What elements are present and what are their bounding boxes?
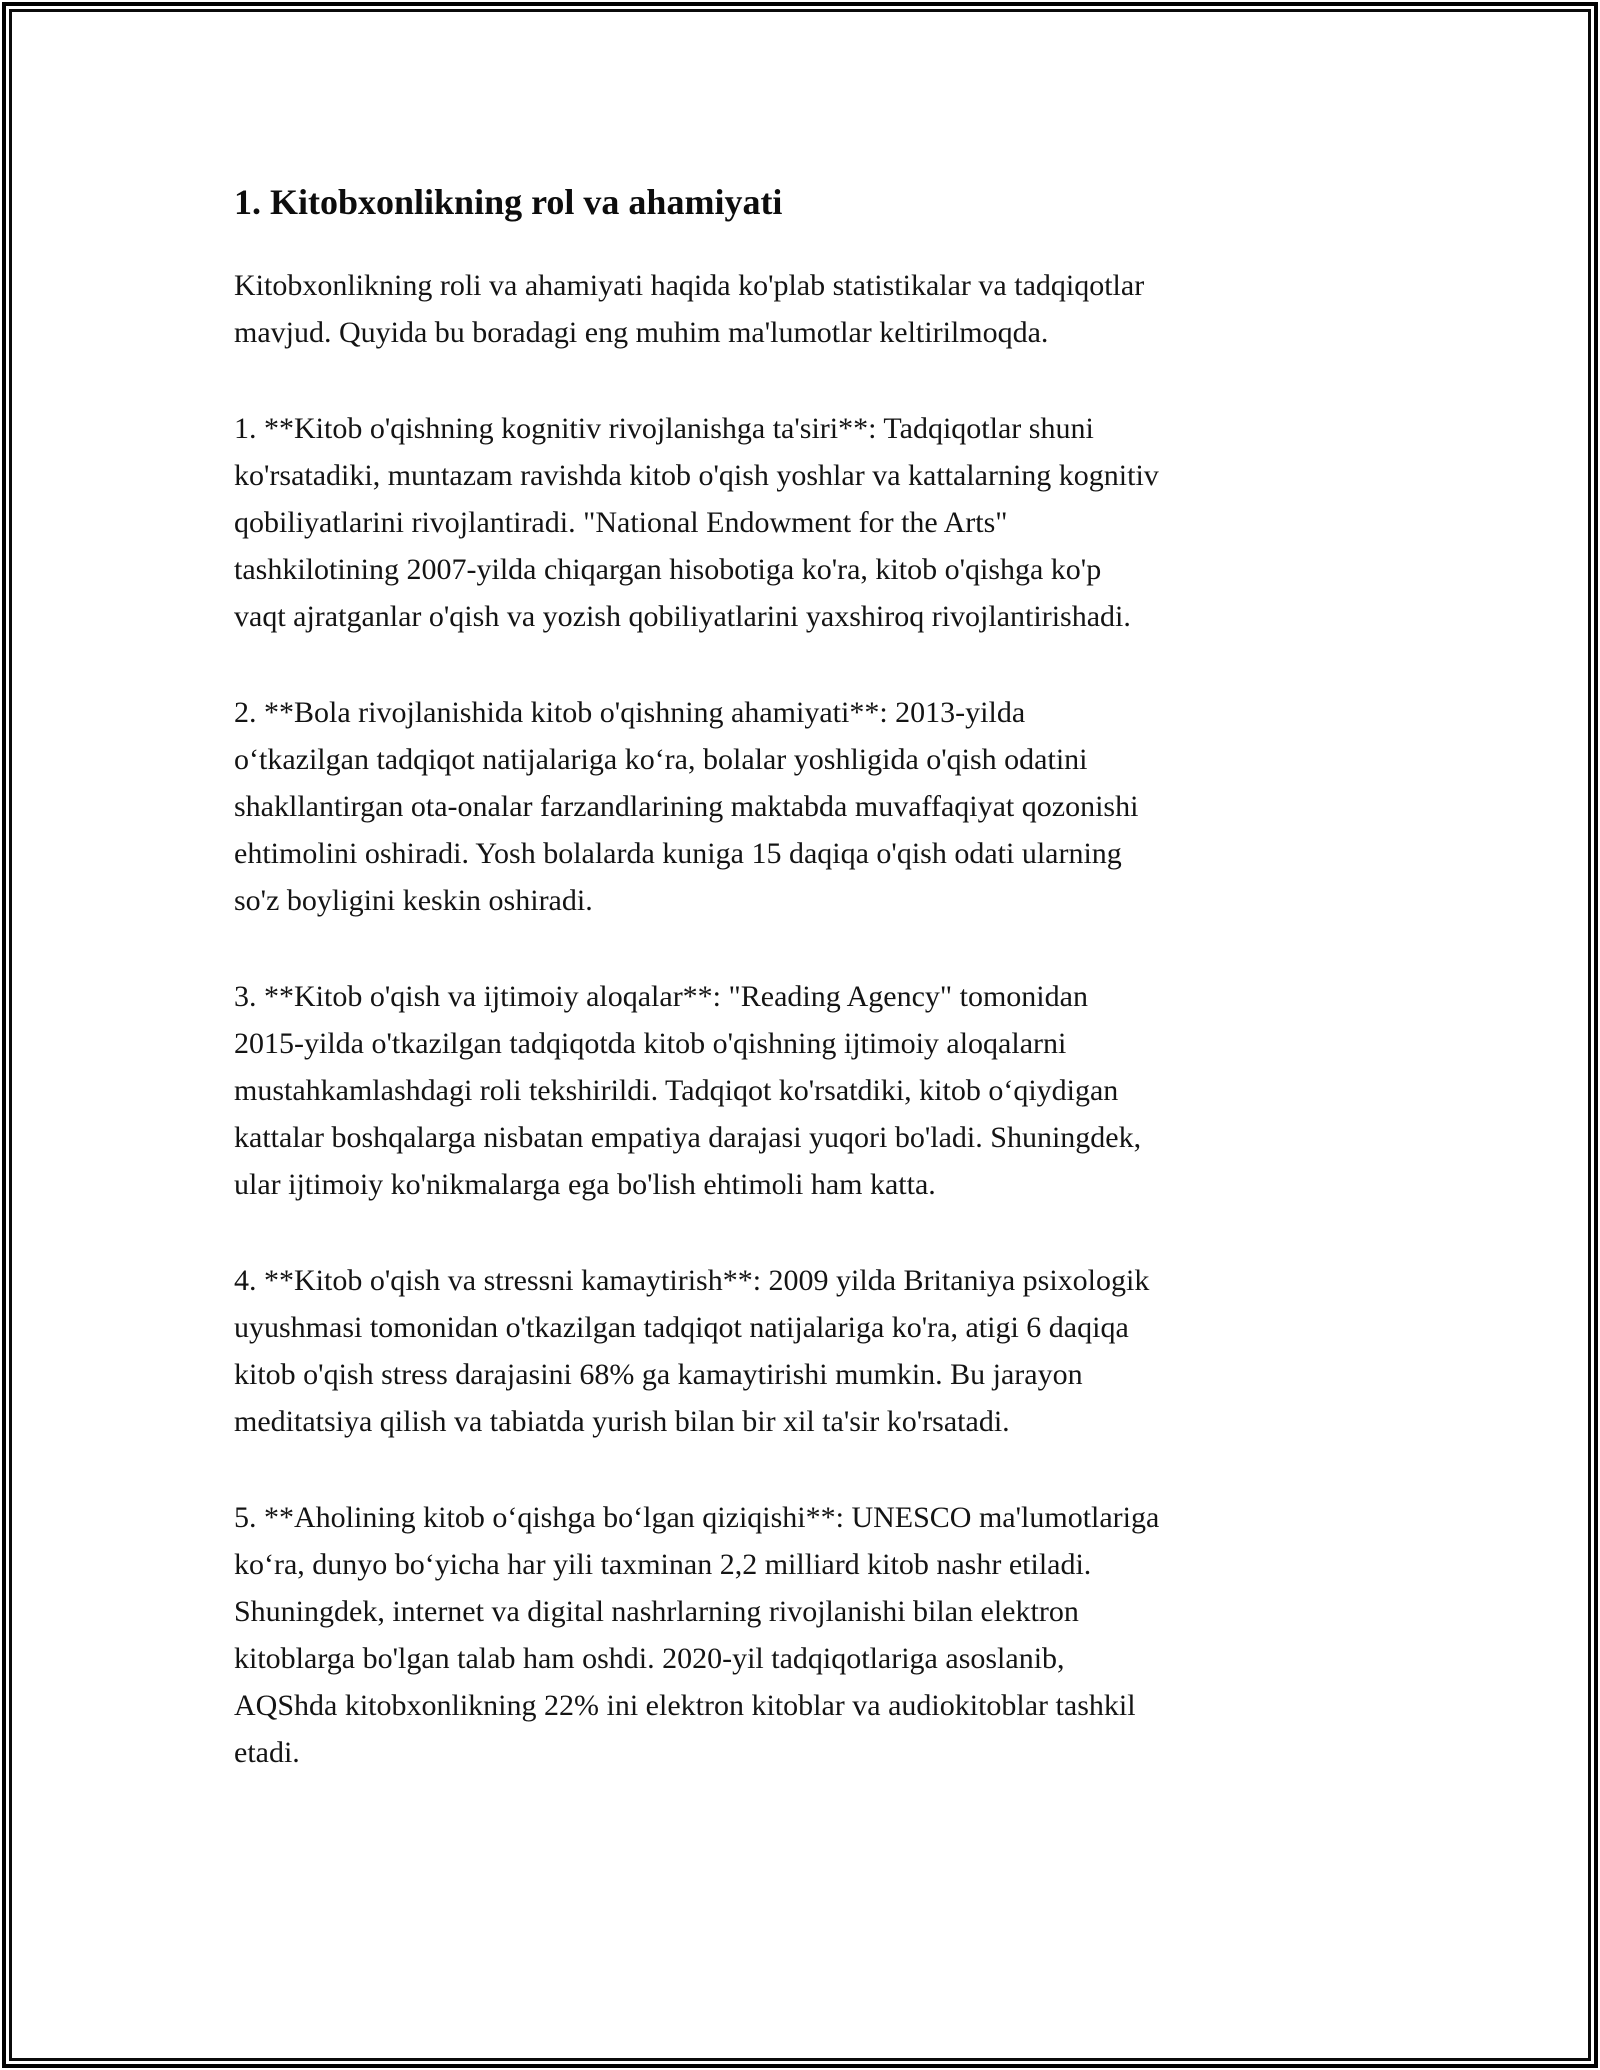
page-border-inner (9, 9, 1591, 2061)
page-border-outer (2, 2, 1598, 2068)
list-item-3: 3. **Kitob o'qish va ijtimoiy aloqalar**: "Reading Agency" tomonidan 2015-yilda o'tkazilgan tadqiqotda kitob o'qishning ijtimoiy aloqalarni mustahkamlashdagi roli tekshirildi. Tadqiqot ko'rsatdiki, kitob oʻqiydigan kattalar boshqalarga nisbatan empatiya darajasi yuqori bo'ladi. Shuningdek, ular ijtimoiy ko'nikmalarga ega bo'lish ehtimoli ham katta. (234, 980, 1142, 1201)
intro-paragraph: Kitobxonlikning roli va ahamiyati haqida ko'plab statistikalar va tadqiqotlar mavjud. Quyida bu boradagi eng muhim ma'lumotlar keltirilmoqda. (234, 269, 1145, 349)
document-page (12, 12, 1588, 1776)
page-title: 1. Kitobxonlikning rol va ahamiyati (234, 182, 783, 222)
list-item-4: 4. **Kitob o'qish va stressni kamaytirish**: 2009 yilda Britaniya psixologik uyushmasi tomonidan o'tkazilgan tadqiqot natijalariga ko'ra, atigi 6 daqiqa kitob o'qish stress darajasini 68% ga kamaytirishi mumkin. Bu jarayon meditatsiya qilish va tabiatda yurish bilan bir xil ta'sir ko'rsatadi. (234, 1264, 1150, 1438)
list-item-5: 5. **Aholining kitob oʻqishga boʻlgan qiziqishi**: UNESCO ma'lumotlariga koʻra, dunyo boʻyicha har yili taxminan 2,2 milliard kitob nashr etiladi. Shuningdek, internet va digital nashrlarning rivojlanishi bilan elektron kitoblarga bo'lgan talab ham oshdi. 2020-yil tadqiqotlariga asoslanib, AQShda kitobxonlikning 22% ini elektron kitoblar va audiokitoblar tashkil etadi. (234, 1501, 1160, 1769)
list-item-2: 2. **Bola rivojlanishida kitob o'qishning ahamiyati**: 2013-yilda oʻtkazilgan tadqiqot natijalariga koʻra, bolalar yoshligida o'qish odatini shakllantirgan ota-onalar farzandlarining maktabda muvaffaqiyat qozonishi ehtimolini oshiradi. Yosh bolalarda kuniga 15 daqiqa o'qish odati ularning so'z boyligini keskin oshiradi. (234, 696, 1139, 917)
list-item-1: 1. **Kitob o'qishning kognitiv rivojlanishga ta'siri**: Tadqiqotlar shuni ko'rsatadiki, muntazam ravishda kitob o'qish yoshlar va kattalarning kognitiv qobiliyatlarini rivojlantiradi. "National Endowment for the Arts" tashkilotining 2007-yilda chiqargan hisobotiga ko'ra, kitob o'qishga ko'p vaqt ajratganlar o'qish va yozish qobiliyatlarini yaxshiroq rivojlantirishadi. (234, 412, 1159, 633)
